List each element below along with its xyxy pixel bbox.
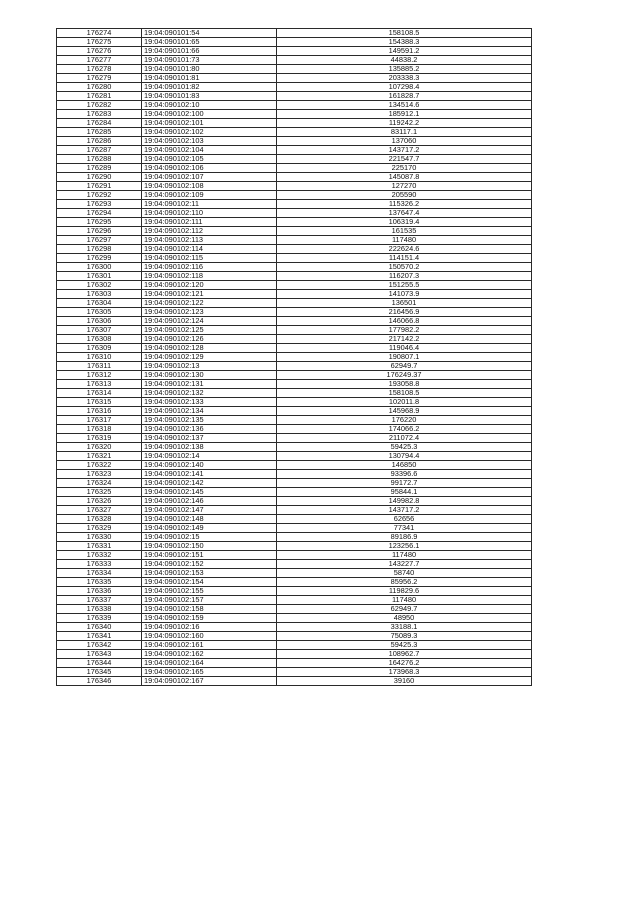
table-row — [57, 245, 532, 254]
cadastral-number-cell: 19:04:090102:131 — [142, 380, 277, 389]
cadastral-number-cell: 19:04:090102:129 — [142, 353, 277, 362]
value-cell: 158108.5 — [277, 389, 532, 398]
row-id-cell: 176278 — [57, 65, 142, 74]
row-id-cell: 176326 — [57, 497, 142, 506]
row-id-cell: 176341 — [57, 632, 142, 641]
row-id-cell: 176318 — [57, 425, 142, 434]
row-id-cell: 176322 — [57, 461, 142, 470]
row-id-cell: 176327 — [57, 506, 142, 515]
value-cell: 107298.4 — [277, 83, 532, 92]
cadastral-number-cell: 19:04:090102:104 — [142, 146, 277, 155]
value-cell: 173968.3 — [277, 668, 532, 677]
table-row — [57, 578, 532, 587]
table-row — [57, 596, 532, 605]
value-cell: 44838.2 — [277, 56, 532, 65]
table-row — [57, 425, 532, 434]
cadastral-number-cell: 19:04:090102:152 — [142, 560, 277, 569]
table-row — [57, 182, 532, 191]
row-id-cell: 176315 — [57, 398, 142, 407]
table-row — [57, 614, 532, 623]
table-row — [57, 560, 532, 569]
value-cell: 130794.4 — [277, 452, 532, 461]
table-row — [57, 335, 532, 344]
table-row — [57, 209, 532, 218]
row-id-cell: 176280 — [57, 83, 142, 92]
cadastral-number-cell: 19:04:090102:162 — [142, 650, 277, 659]
row-id-cell: 176335 — [57, 578, 142, 587]
cadastral-number-cell: 19:04:090102:151 — [142, 551, 277, 560]
row-id-cell: 176285 — [57, 128, 142, 137]
row-id-cell: 176284 — [57, 119, 142, 128]
row-id-cell: 176334 — [57, 569, 142, 578]
cadastral-number-cell: 19:04:090102:121 — [142, 290, 277, 299]
table-row — [57, 119, 532, 128]
cadastral-number-cell: 19:04:090102:113 — [142, 236, 277, 245]
row-id-cell: 176336 — [57, 587, 142, 596]
value-cell: 143717.2 — [277, 506, 532, 515]
row-id-cell: 176279 — [57, 74, 142, 83]
table-body — [57, 29, 532, 686]
cadastral-number-cell: 19:04:090102:106 — [142, 164, 277, 173]
table-row — [57, 290, 532, 299]
value-cell: 108962.7 — [277, 650, 532, 659]
table-row — [57, 542, 532, 551]
cadastral-number-cell: 19:04:090102:158 — [142, 605, 277, 614]
cadastral-number-cell: 19:04:090101:65 — [142, 38, 277, 47]
row-id-cell: 176324 — [57, 479, 142, 488]
value-cell: 190807.1 — [277, 353, 532, 362]
cadastral-number-cell: 19:04:090102:116 — [142, 263, 277, 272]
value-cell: 39160 — [277, 677, 532, 686]
cadastral-number-cell: 19:04:090102:14 — [142, 452, 277, 461]
cadastral-number-cell: 19:04:090102:142 — [142, 479, 277, 488]
row-id-cell: 176311 — [57, 362, 142, 371]
cadastral-number-cell: 19:04:090102:105 — [142, 155, 277, 164]
table-row — [57, 668, 532, 677]
value-cell: 83117.1 — [277, 128, 532, 137]
row-id-cell: 176288 — [57, 155, 142, 164]
cadastral-number-cell: 19:04:090102:122 — [142, 299, 277, 308]
table-row — [57, 587, 532, 596]
cadastral-number-cell: 19:04:090102:161 — [142, 641, 277, 650]
table-row — [57, 506, 532, 515]
value-cell: 99172.7 — [277, 479, 532, 488]
cadastral-number-cell: 19:04:090102:130 — [142, 371, 277, 380]
value-cell: 119046.4 — [277, 344, 532, 353]
table-row — [57, 380, 532, 389]
row-id-cell: 176282 — [57, 101, 142, 110]
row-id-cell: 176276 — [57, 47, 142, 56]
row-id-cell: 176313 — [57, 380, 142, 389]
cadastral-number-cell: 19:04:090101:81 — [142, 74, 277, 83]
table-row — [57, 497, 532, 506]
value-cell: 161535 — [277, 227, 532, 236]
row-id-cell: 176300 — [57, 263, 142, 272]
value-cell: 117480 — [277, 551, 532, 560]
value-cell: 127270 — [277, 182, 532, 191]
row-id-cell: 176344 — [57, 659, 142, 668]
row-id-cell: 176328 — [57, 515, 142, 524]
value-cell: 62949.7 — [277, 362, 532, 371]
table-row — [57, 173, 532, 182]
cadastral-number-cell: 19:04:090102:157 — [142, 596, 277, 605]
table-row — [57, 551, 532, 560]
row-id-cell: 176298 — [57, 245, 142, 254]
table-row — [57, 92, 532, 101]
row-id-cell: 176316 — [57, 407, 142, 416]
value-cell: 141073.9 — [277, 290, 532, 299]
value-cell: 48950 — [277, 614, 532, 623]
value-cell: 75089.3 — [277, 632, 532, 641]
cadastral-number-cell: 19:04:090102:115 — [142, 254, 277, 263]
table-row — [57, 362, 532, 371]
row-id-cell: 176346 — [57, 677, 142, 686]
table-row — [57, 191, 532, 200]
value-cell: 135885.2 — [277, 65, 532, 74]
row-id-cell: 176314 — [57, 389, 142, 398]
value-cell: 158108.5 — [277, 29, 532, 38]
cadastral-number-cell: 19:04:090102:108 — [142, 182, 277, 191]
value-cell: 106319.4 — [277, 218, 532, 227]
cadastral-number-cell: 19:04:090102:111 — [142, 218, 277, 227]
cadastral-number-cell: 19:04:090102:102 — [142, 128, 277, 137]
row-id-cell: 176305 — [57, 308, 142, 317]
cadastral-number-cell: 19:04:090102:110 — [142, 209, 277, 218]
value-cell: 222624.6 — [277, 245, 532, 254]
row-id-cell: 176340 — [57, 623, 142, 632]
value-cell: 62949.7 — [277, 605, 532, 614]
table-row — [57, 317, 532, 326]
value-cell: 119242.2 — [277, 119, 532, 128]
table-row — [57, 128, 532, 137]
row-id-cell: 176339 — [57, 614, 142, 623]
value-cell: 154388.3 — [277, 38, 532, 47]
row-id-cell: 176302 — [57, 281, 142, 290]
row-id-cell: 176281 — [57, 92, 142, 101]
row-id-cell: 176277 — [57, 56, 142, 65]
table-row — [57, 569, 532, 578]
value-cell: 149591.2 — [277, 47, 532, 56]
table-row — [57, 164, 532, 173]
value-cell: 211072.4 — [277, 434, 532, 443]
data-table — [56, 28, 532, 686]
table-row — [57, 281, 532, 290]
cadastral-number-cell: 19:04:090102:141 — [142, 470, 277, 479]
row-id-cell: 176294 — [57, 209, 142, 218]
value-cell: 95844.1 — [277, 488, 532, 497]
row-id-cell: 176286 — [57, 137, 142, 146]
value-cell: 176220 — [277, 416, 532, 425]
row-id-cell: 176291 — [57, 182, 142, 191]
cadastral-number-cell: 19:04:090102:100 — [142, 110, 277, 119]
cadastral-number-cell: 19:04:090102:150 — [142, 542, 277, 551]
cadastral-number-cell: 19:04:090101:54 — [142, 29, 277, 38]
table-row — [57, 101, 532, 110]
cadastral-number-cell: 19:04:090101:66 — [142, 47, 277, 56]
cadastral-number-cell: 19:04:090102:124 — [142, 317, 277, 326]
row-id-cell: 176289 — [57, 164, 142, 173]
row-id-cell: 176345 — [57, 668, 142, 677]
table-row — [57, 137, 532, 146]
table-row — [57, 443, 532, 452]
value-cell: 174066.2 — [277, 425, 532, 434]
value-cell: 117480 — [277, 236, 532, 245]
row-id-cell: 176290 — [57, 173, 142, 182]
value-cell: 146066.8 — [277, 317, 532, 326]
row-id-cell: 176323 — [57, 470, 142, 479]
value-cell: 221547.7 — [277, 155, 532, 164]
row-id-cell: 176329 — [57, 524, 142, 533]
value-cell: 115326.2 — [277, 200, 532, 209]
value-cell: 143717.2 — [277, 146, 532, 155]
table-row — [57, 227, 532, 236]
cadastral-number-cell: 19:04:090102:145 — [142, 488, 277, 497]
value-cell: 205590 — [277, 191, 532, 200]
table-row — [57, 479, 532, 488]
cadastral-number-cell: 19:04:090102:16 — [142, 623, 277, 632]
value-cell: 102011.8 — [277, 398, 532, 407]
cadastral-number-cell: 19:04:090102:135 — [142, 416, 277, 425]
value-cell: 150570.2 — [277, 263, 532, 272]
value-cell: 149982.8 — [277, 497, 532, 506]
cadastral-number-cell: 19:04:090102:132 — [142, 389, 277, 398]
row-id-cell: 176343 — [57, 650, 142, 659]
cadastral-number-cell: 19:04:090102:140 — [142, 461, 277, 470]
table-row — [57, 434, 532, 443]
cadastral-number-cell: 19:04:090102:103 — [142, 137, 277, 146]
value-cell: 164276.2 — [277, 659, 532, 668]
cadastral-number-cell: 19:04:090102:148 — [142, 515, 277, 524]
row-id-cell: 176342 — [57, 641, 142, 650]
value-cell: 123256.1 — [277, 542, 532, 551]
table-row — [57, 623, 532, 632]
cadastral-number-cell: 19:04:090102:136 — [142, 425, 277, 434]
table-row — [57, 146, 532, 155]
cadastral-number-cell: 19:04:090102:15 — [142, 533, 277, 542]
row-id-cell: 176332 — [57, 551, 142, 560]
value-cell: 136501 — [277, 299, 532, 308]
table-row — [57, 74, 532, 83]
cadastral-number-cell: 19:04:090102:155 — [142, 587, 277, 596]
table-row — [57, 371, 532, 380]
row-id-cell: 176301 — [57, 272, 142, 281]
cadastral-number-cell: 19:04:090102:146 — [142, 497, 277, 506]
row-id-cell: 176319 — [57, 434, 142, 443]
value-cell: 89186.9 — [277, 533, 532, 542]
table-row — [57, 155, 532, 164]
value-cell: 137647.4 — [277, 209, 532, 218]
value-cell: 116207.3 — [277, 272, 532, 281]
value-cell: 143227.7 — [277, 560, 532, 569]
cadastral-number-cell: 19:04:090102:165 — [142, 668, 277, 677]
row-id-cell: 176283 — [57, 110, 142, 119]
cadastral-number-cell: 19:04:090102:125 — [142, 326, 277, 335]
table-row — [57, 461, 532, 470]
value-cell: 117480 — [277, 596, 532, 605]
table-row — [57, 677, 532, 686]
table-row — [57, 263, 532, 272]
row-id-cell: 176306 — [57, 317, 142, 326]
row-id-cell: 176320 — [57, 443, 142, 452]
cadastral-number-cell: 19:04:090102:133 — [142, 398, 277, 407]
row-id-cell: 176274 — [57, 29, 142, 38]
table-row — [57, 470, 532, 479]
table-row — [57, 407, 532, 416]
table-row — [57, 83, 532, 92]
cadastral-number-cell: 19:04:090101:80 — [142, 65, 277, 74]
row-id-cell: 176295 — [57, 218, 142, 227]
cadastral-number-cell: 19:04:090102:138 — [142, 443, 277, 452]
value-cell: 161828.7 — [277, 92, 532, 101]
cadastral-number-cell: 19:04:090102:137 — [142, 434, 277, 443]
table-row — [57, 47, 532, 56]
table-row — [57, 236, 532, 245]
cadastral-number-cell: 19:04:090102:112 — [142, 227, 277, 236]
row-id-cell: 176333 — [57, 560, 142, 569]
row-id-cell: 176338 — [57, 605, 142, 614]
cadastral-number-cell: 19:04:090102:154 — [142, 578, 277, 587]
table-row — [57, 533, 532, 542]
table-row — [57, 650, 532, 659]
value-cell: 59425.3 — [277, 641, 532, 650]
value-cell: 225170 — [277, 164, 532, 173]
table-row — [57, 515, 532, 524]
value-cell: 134514.6 — [277, 101, 532, 110]
cadastral-number-cell: 19:04:090102:147 — [142, 506, 277, 515]
cadastral-number-cell: 19:04:090102:114 — [142, 245, 277, 254]
cadastral-number-cell: 19:04:090102:123 — [142, 308, 277, 317]
value-cell: 151255.5 — [277, 281, 532, 290]
value-cell: 146850 — [277, 461, 532, 470]
cadastral-number-cell: 19:04:090102:149 — [142, 524, 277, 533]
table-row — [57, 524, 532, 533]
table-row — [57, 200, 532, 209]
cadastral-number-cell: 19:04:090101:83 — [142, 92, 277, 101]
table-row — [57, 353, 532, 362]
row-id-cell: 176337 — [57, 596, 142, 605]
value-cell: 217142.2 — [277, 335, 532, 344]
value-cell: 77341 — [277, 524, 532, 533]
value-cell: 177982.2 — [277, 326, 532, 335]
row-id-cell: 176304 — [57, 299, 142, 308]
cadastral-number-cell: 19:04:090102:11 — [142, 200, 277, 209]
cadastral-number-cell: 19:04:090102:160 — [142, 632, 277, 641]
row-id-cell: 176331 — [57, 542, 142, 551]
row-id-cell: 176275 — [57, 38, 142, 47]
row-id-cell: 176325 — [57, 488, 142, 497]
cadastral-number-cell: 19:04:090102:159 — [142, 614, 277, 623]
row-id-cell: 176317 — [57, 416, 142, 425]
table-row — [57, 65, 532, 74]
table-row — [57, 308, 532, 317]
value-cell: 33188.1 — [277, 623, 532, 632]
table-row — [57, 452, 532, 461]
value-cell: 119829.6 — [277, 587, 532, 596]
cadastral-number-cell: 19:04:090102:109 — [142, 191, 277, 200]
cadastral-number-cell: 19:04:090102:167 — [142, 677, 277, 686]
table-row — [57, 110, 532, 119]
cadastral-number-cell: 19:04:090102:134 — [142, 407, 277, 416]
cadastral-number-cell: 19:04:090102:164 — [142, 659, 277, 668]
value-cell: 145087.8 — [277, 173, 532, 182]
table-row — [57, 659, 532, 668]
table-row — [57, 254, 532, 263]
row-id-cell: 176309 — [57, 344, 142, 353]
cadastral-number-cell: 19:04:090102:13 — [142, 362, 277, 371]
cadastral-number-cell: 19:04:090101:73 — [142, 56, 277, 65]
value-cell: 185912.1 — [277, 110, 532, 119]
row-id-cell: 176303 — [57, 290, 142, 299]
cadastral-number-cell: 19:04:090102:101 — [142, 119, 277, 128]
value-cell: 62656 — [277, 515, 532, 524]
table-row — [57, 29, 532, 38]
value-cell: 203338.3 — [277, 74, 532, 83]
table-row — [57, 632, 532, 641]
table-row — [57, 389, 532, 398]
value-cell: 59425.3 — [277, 443, 532, 452]
table-row — [57, 299, 532, 308]
table-row — [57, 605, 532, 614]
cadastral-number-cell: 19:04:090102:126 — [142, 335, 277, 344]
cadastral-number-cell: 19:04:090102:10 — [142, 101, 277, 110]
cadastral-number-cell: 19:04:090102:128 — [142, 344, 277, 353]
row-id-cell: 176287 — [57, 146, 142, 155]
table-row — [57, 398, 532, 407]
cadastral-number-cell: 19:04:090101:82 — [142, 83, 277, 92]
value-cell: 137060 — [277, 137, 532, 146]
value-cell: 93396.6 — [277, 470, 532, 479]
table-row — [57, 38, 532, 47]
row-id-cell: 176307 — [57, 326, 142, 335]
row-id-cell: 176296 — [57, 227, 142, 236]
table-row — [57, 272, 532, 281]
row-id-cell: 176293 — [57, 200, 142, 209]
cadastral-number-cell: 19:04:090102:107 — [142, 173, 277, 182]
row-id-cell: 176310 — [57, 353, 142, 362]
row-id-cell: 176292 — [57, 191, 142, 200]
value-cell: 176249.37 — [277, 371, 532, 380]
cadastral-number-cell: 19:04:090102:118 — [142, 272, 277, 281]
cadastral-number-cell: 19:04:090102:120 — [142, 281, 277, 290]
cadastral-number-cell: 19:04:090102:153 — [142, 569, 277, 578]
table-row — [57, 56, 532, 65]
row-id-cell: 176312 — [57, 371, 142, 380]
table-row — [57, 488, 532, 497]
row-id-cell: 176299 — [57, 254, 142, 263]
table-row — [57, 344, 532, 353]
value-cell: 85956.2 — [277, 578, 532, 587]
row-id-cell: 176321 — [57, 452, 142, 461]
value-cell: 216456.9 — [277, 308, 532, 317]
row-id-cell: 176297 — [57, 236, 142, 245]
value-cell: 193058.8 — [277, 380, 532, 389]
row-id-cell: 176308 — [57, 335, 142, 344]
row-id-cell: 176330 — [57, 533, 142, 542]
value-cell: 58740 — [277, 569, 532, 578]
table-row — [57, 416, 532, 425]
table-row — [57, 641, 532, 650]
value-cell: 145968.9 — [277, 407, 532, 416]
table-row — [57, 326, 532, 335]
value-cell: 114151.4 — [277, 254, 532, 263]
table-row — [57, 218, 532, 227]
